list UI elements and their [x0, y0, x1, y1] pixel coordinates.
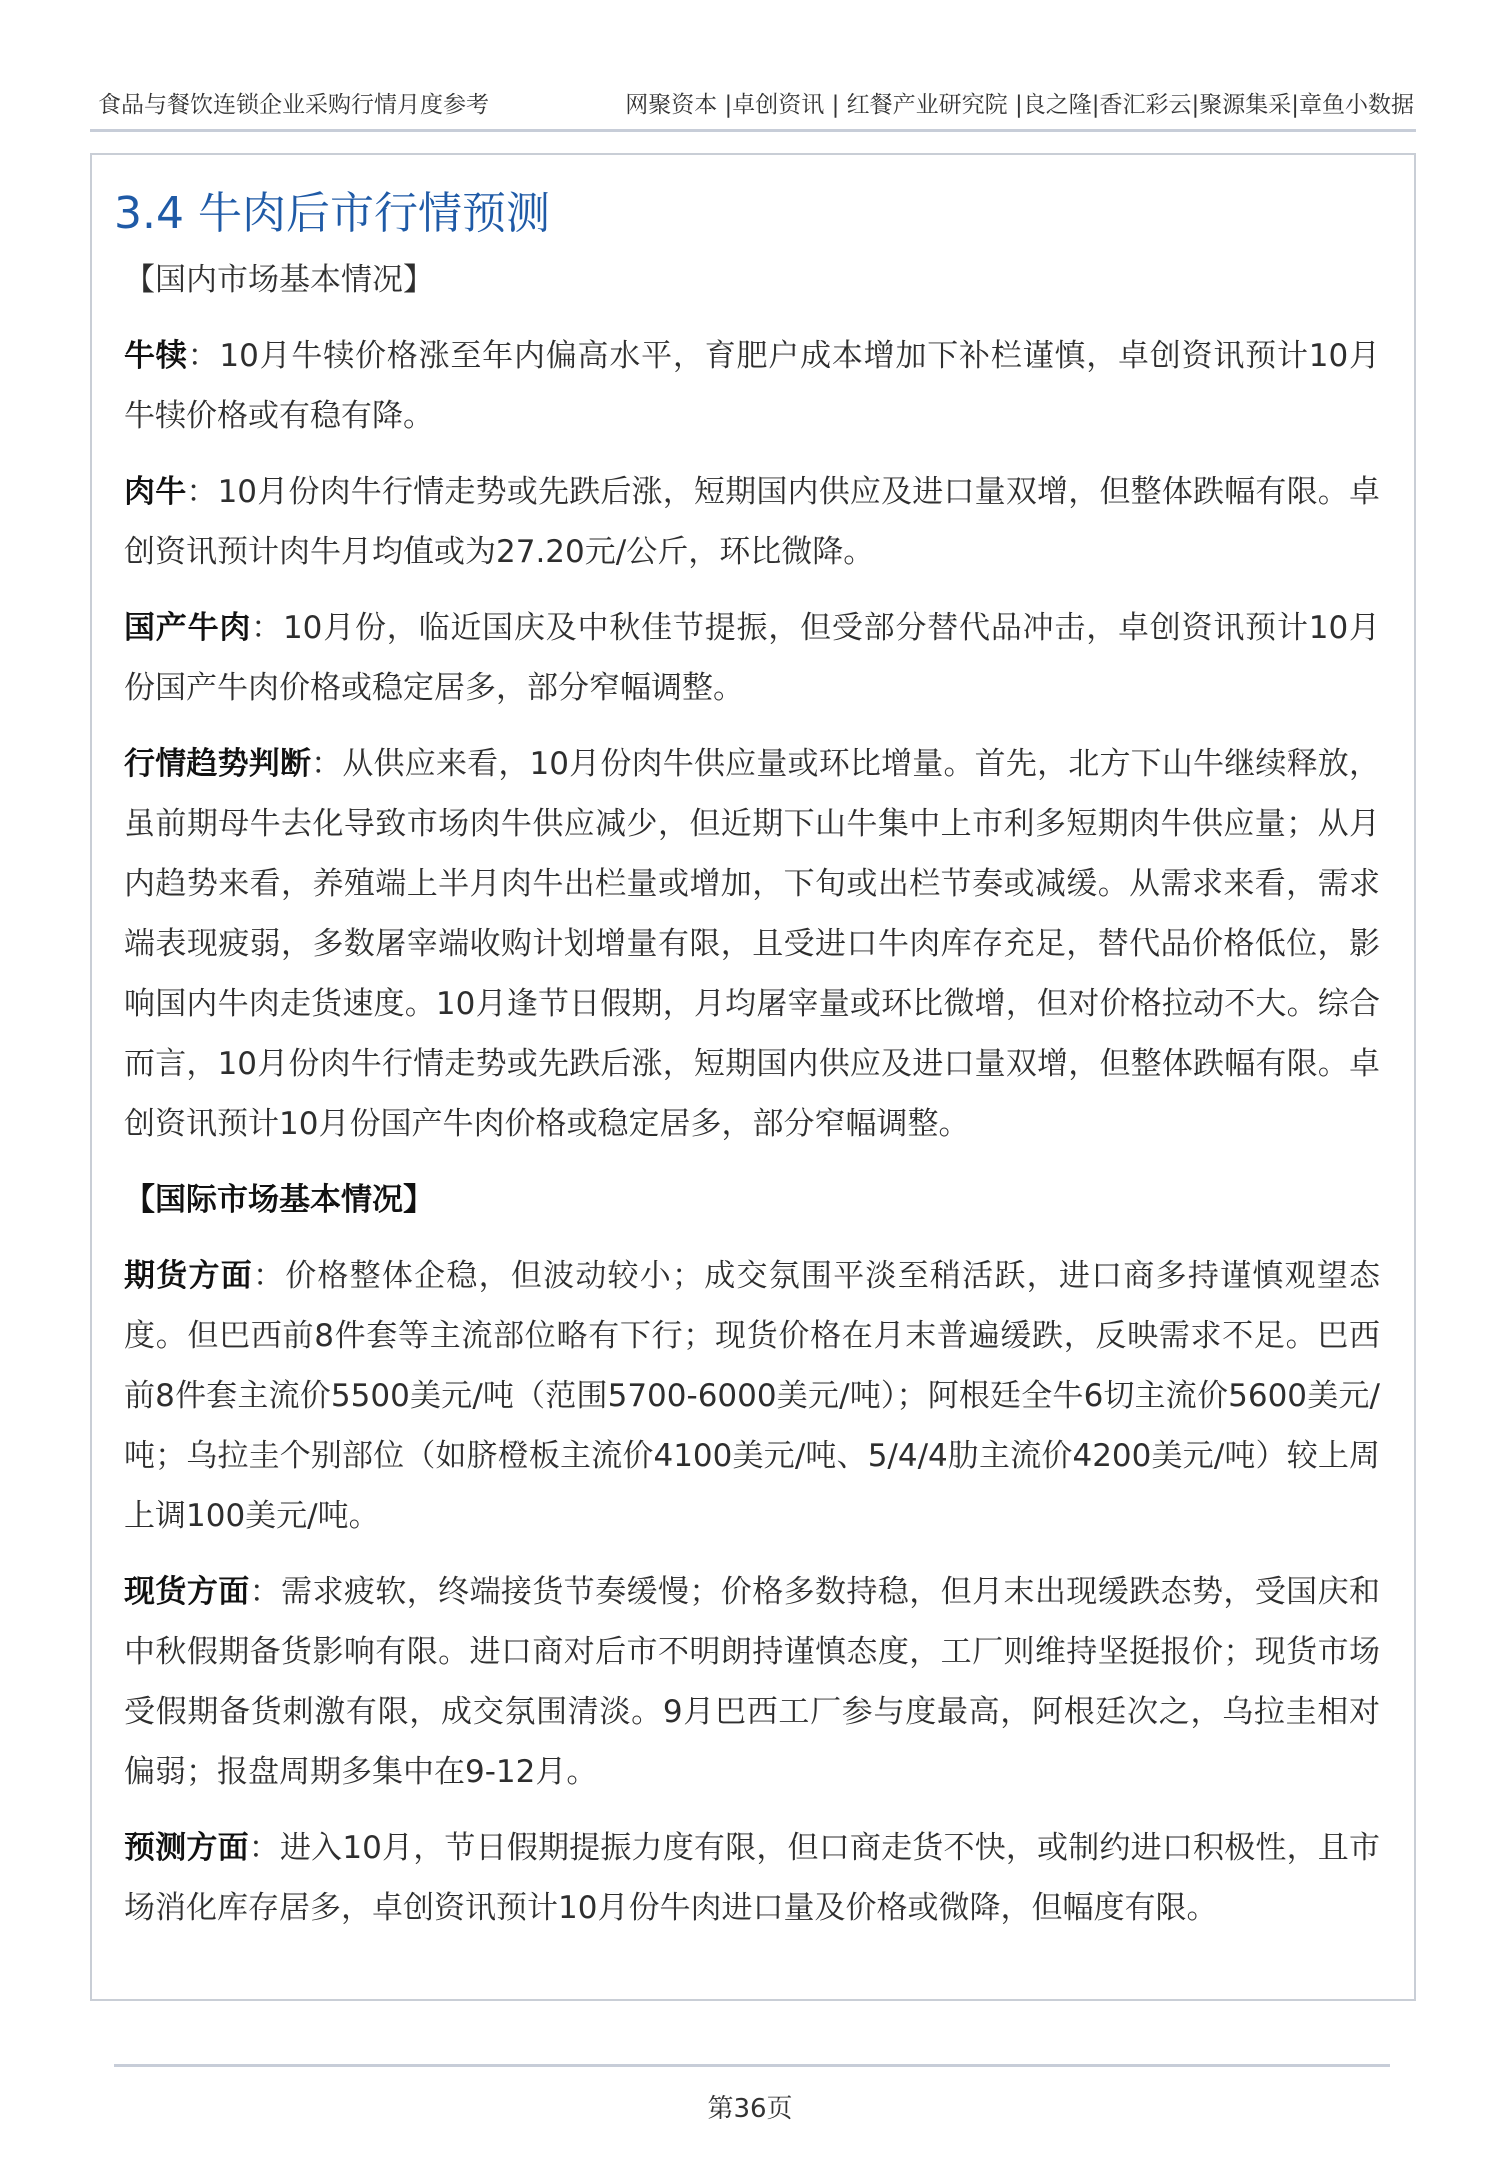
paragraph-label: 国产牛肉	[124, 610, 252, 646]
international-paragraph	[124, 1246, 1380, 1546]
domestic-heading: 【国内市场基本情况】	[124, 262, 434, 298]
paragraph-label: 期货方面	[124, 1258, 253, 1294]
report-title: 食品与餐饮连锁企业采购行情月度参考	[98, 92, 489, 118]
paragraph-label: 牛犊	[124, 338, 188, 374]
domestic-paragraph	[124, 462, 1380, 582]
paragraph-text: ：价格整体企稳，但波动较小；成交氛围平淡至稍活跃，进口商多持谨慎观望态度。但巴西前8件套等主流部位略有下行；现货价格在月末普遍缓跌，反映需求不足。巴西前8件套主流价5500美元/吨（范围5700-6000美元/吨）；阿根廷全牛6切主流价5600美元/吨；乌拉圭个别部位（如脐橙板主流价4100美元/吨、5/4/4肋主流价4200美元/吨）较上周上调100美元/吨。	[124, 1258, 1381, 1534]
section-body	[124, 250, 1380, 1954]
paragraph-label: 现货方面	[124, 1574, 250, 1610]
header-divider	[90, 129, 1416, 132]
domestic-paragraph	[124, 326, 1380, 446]
paragraph-text: ：10月牛犊价格涨至年内偏高水平，育肥户成本增加下补栏谨慎，卓创资讯预计10月牛犊价格或有稳有降。	[124, 338, 1381, 434]
paragraph-label: 行情趋势判断	[124, 746, 312, 782]
international-paragraph	[124, 1818, 1380, 1938]
domestic-paragraph	[124, 598, 1380, 718]
international-paragraph	[124, 1562, 1380, 1802]
domestic-paragraph	[124, 734, 1380, 1154]
paragraph-text: ：需求疲软，终端接货节奏缓慢；价格多数持稳，但月末出现缓跌态势，受国庆和中秋假期备货影响有限。进口商对后市不明朗持谨慎态度，工厂则维持坚挺报价；现货市场受假期备货刺激有限，成交氛围清淡。9月巴西工厂参与度最高，阿根廷次之，乌拉圭相对偏弱；报盘周期多集中在9-12月。	[124, 1574, 1380, 1790]
international-heading: 【国际市场基本情况】	[124, 1182, 434, 1218]
paragraph-label: 预测方面	[124, 1830, 249, 1866]
paragraph-text: ：10月份肉牛行情走势或先跌后涨，短期国内供应及进口量双增，但整体跌幅有限。卓创资讯预计肉牛月均值或为27.20元/公斤，环比微降。	[124, 474, 1380, 570]
paragraph-text: ：进入10月，节日假期提振力度有限，但口商走货不快，或制约进口积极性，且市场消化库存居多，卓创资讯预计10月份牛肉进口量及价格或微降，但幅度有限。	[124, 1830, 1380, 1926]
paragraph-label: 肉牛	[124, 474, 187, 510]
section-title: 3.4 牛肉后市行情预测	[114, 188, 550, 239]
page-number: 第36页	[707, 2094, 793, 2124]
publisher-list: 网聚资本 |卓创资讯 | 红餐产业研究院 |良之隆|香汇彩云|聚源集采|章鱼小数据	[625, 92, 1414, 118]
paragraph-text: ：10月份，临近国庆及中秋佳节提振，但受部分替代品冲击，卓创资讯预计10月份国产牛肉价格或稳定居多，部分窄幅调整。	[124, 610, 1381, 706]
paragraph-text: ：从供应来看，10月份肉牛供应量或环比增量。首先，北方下山牛继续释放，虽前期母牛去化导致市场肉牛供应减少，但近期下山牛集中上市利多短期肉牛供应量；从月内趋势来看，养殖端上半月肉牛出栏量或增加，下旬或出栏节奏或减缓。从需求来看，需求端表现疲弱，多数屠宰端收购计划增量有限，且受进口牛肉库存充足，替代品价格低位，影响国内牛肉走货速度。10月逢节日假期，月均屠宰量或环比微增，但对价格拉动不大。综合而言，10月份肉牛行情走势或先跌后涨，短期国内供应及进口量双增，但整体跌幅有限。卓创资讯预计10月份国产牛肉价格或稳定居多，部分窄幅调整。	[124, 746, 1381, 1142]
footer-divider	[114, 2064, 1390, 2067]
